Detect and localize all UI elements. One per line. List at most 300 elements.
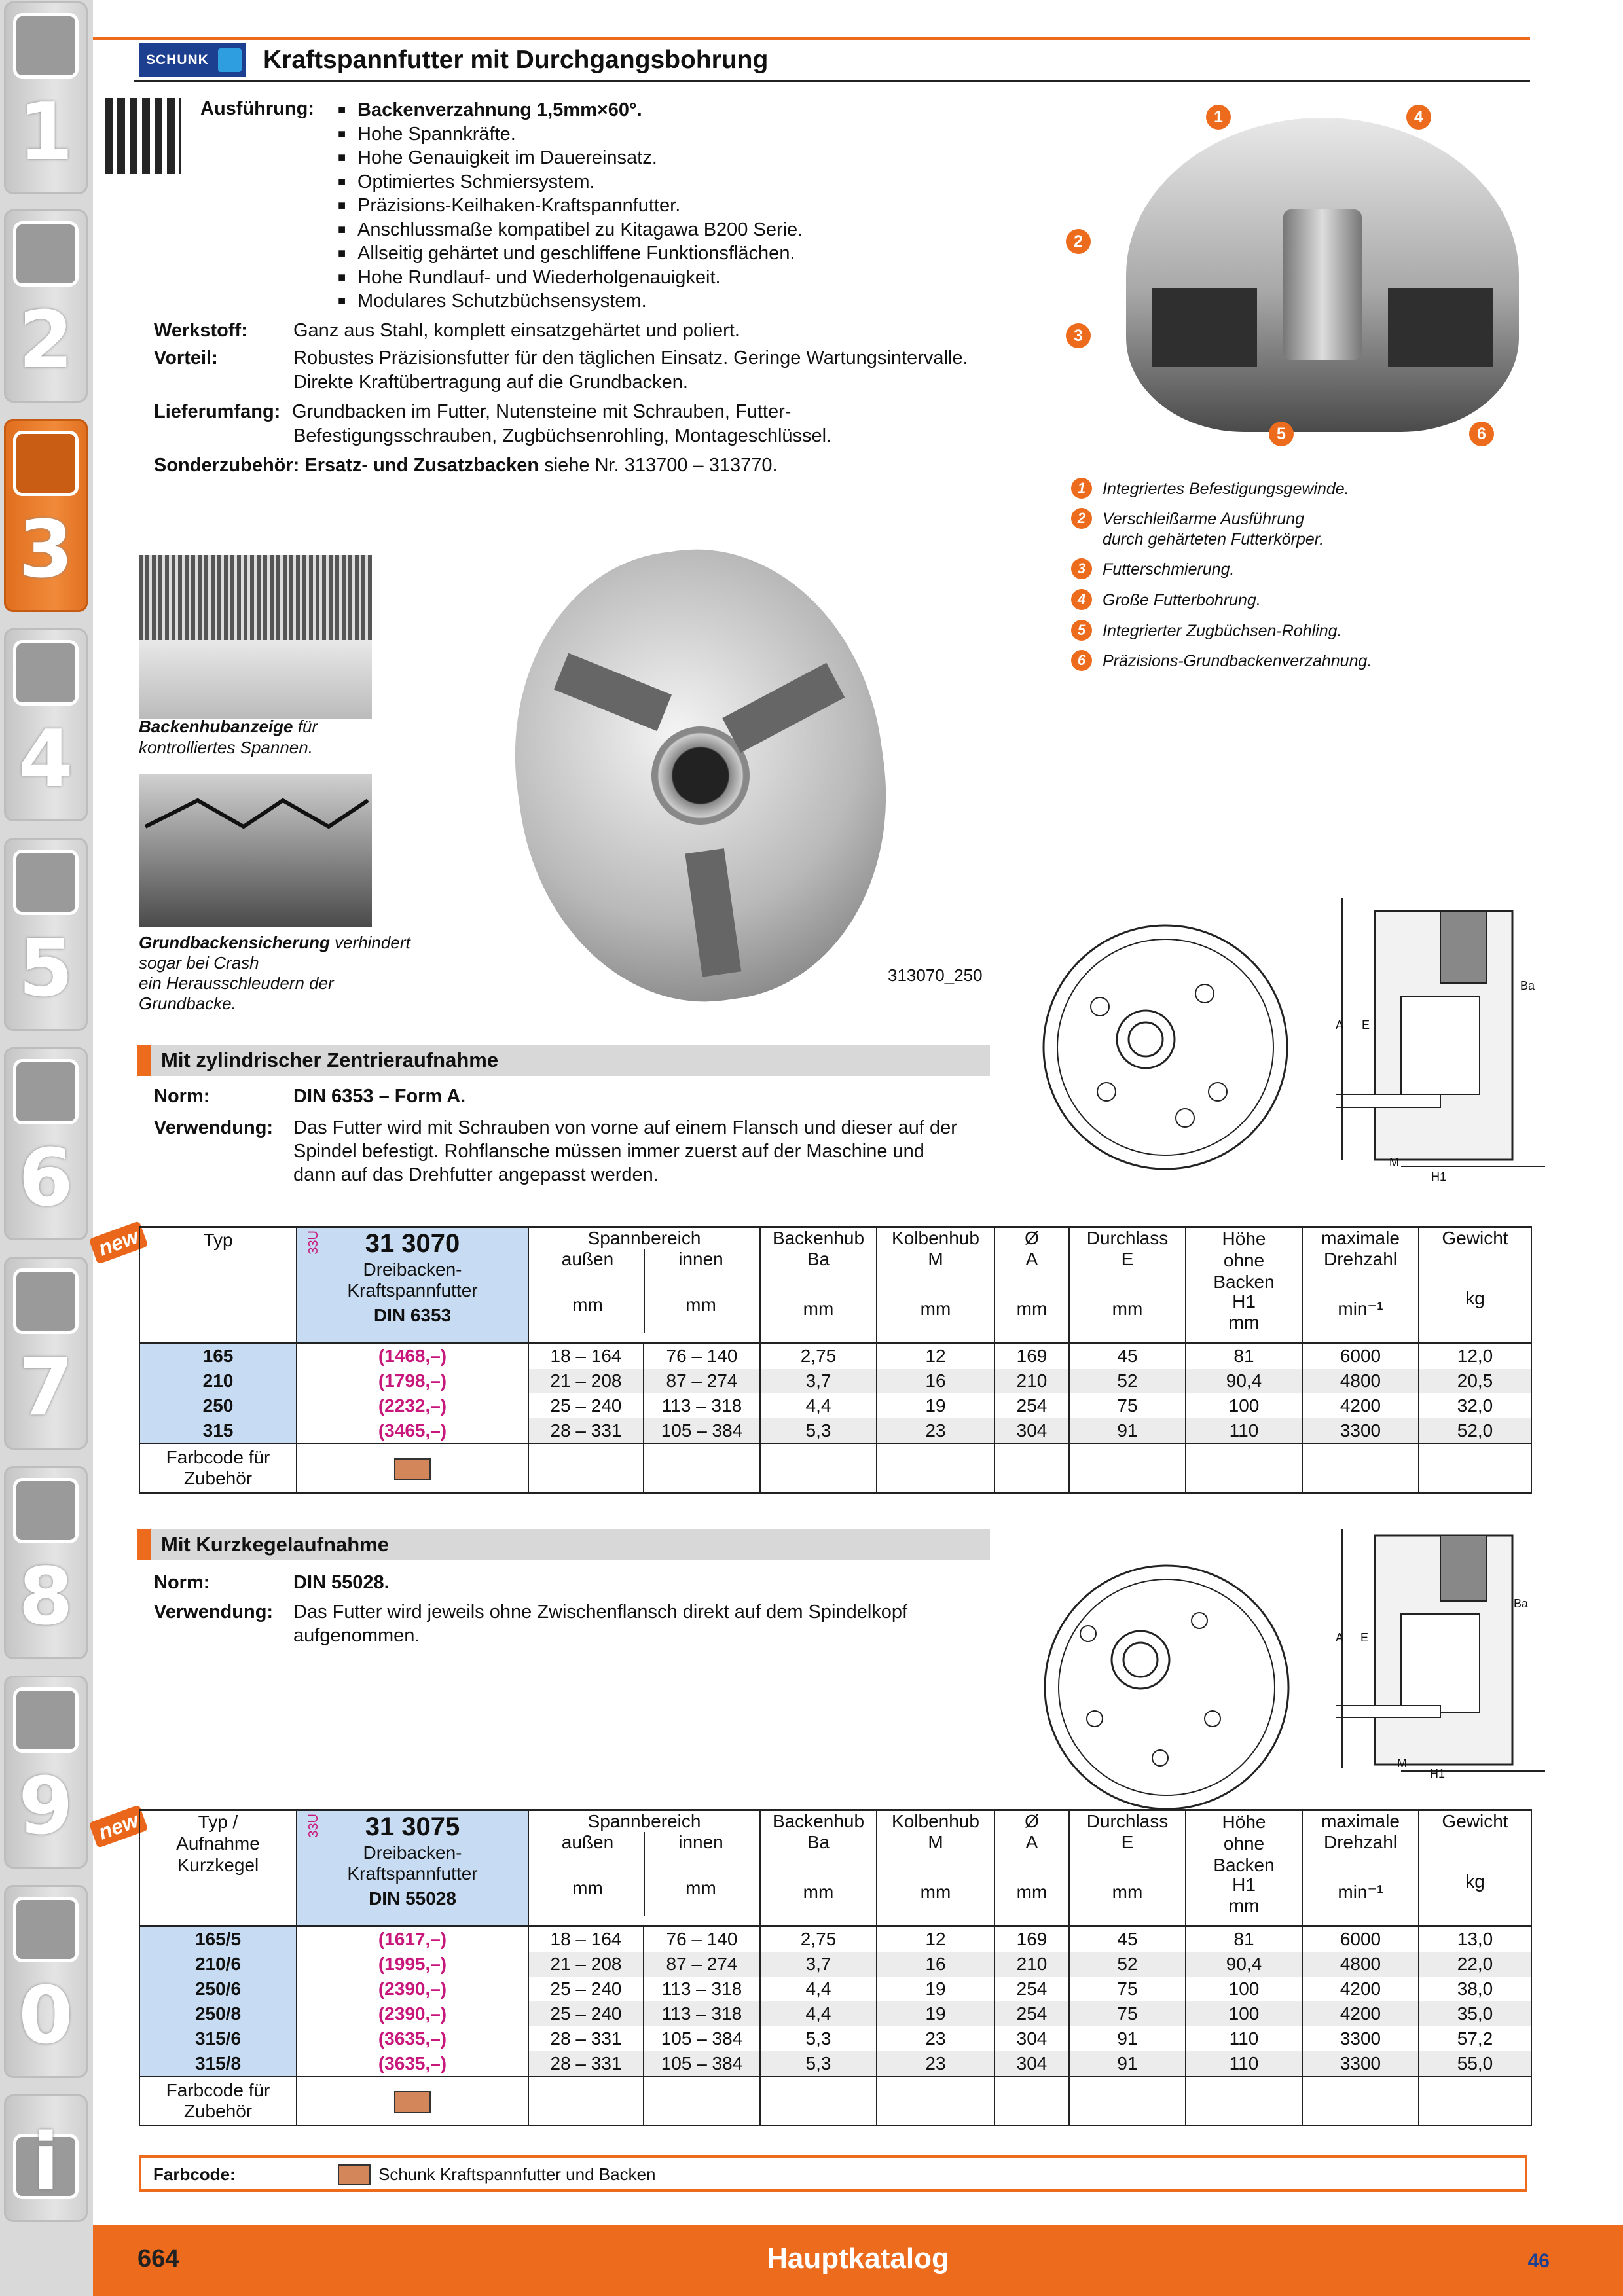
cabinet-icon bbox=[13, 1687, 79, 1753]
header-text: Ø bbox=[1025, 1228, 1039, 1248]
callout-1: 1 bbox=[1206, 105, 1231, 130]
chapter-number: 6 bbox=[18, 1133, 73, 1224]
article-desc-2: Kraftspannfutter bbox=[347, 1280, 478, 1300]
unit: mm bbox=[920, 1299, 951, 1319]
legend-text-2: durch gehärteten Futterkörper. bbox=[1103, 530, 1324, 548]
unit: min⁻¹ bbox=[1338, 1299, 1383, 1319]
table-cell: 90,4 bbox=[1186, 1952, 1302, 1977]
table-row bbox=[139, 2051, 1531, 2077]
wrench-icon bbox=[13, 1059, 79, 1124]
chapter-number: 9 bbox=[18, 1761, 73, 1852]
legend-text: Integriertes Befestigungsgewinde. bbox=[1103, 480, 1349, 498]
table-cell: 57,2 bbox=[1419, 2026, 1531, 2051]
header-text-2: ohne bbox=[1223, 1250, 1265, 1270]
qr-code-icon[interactable] bbox=[105, 98, 181, 174]
header-text-2: M bbox=[928, 1832, 943, 1852]
vorteil-label: Vorteil: bbox=[154, 348, 218, 368]
logo-text: SCHUNK bbox=[146, 52, 209, 67]
unit: mm bbox=[532, 1853, 645, 1916]
table-cell: 18 – 164 bbox=[528, 1343, 644, 1369]
table-cell: 52 bbox=[1069, 1952, 1186, 1977]
section-header-kurzkegel bbox=[137, 1529, 990, 1560]
cell-typ: 250 bbox=[139, 1393, 297, 1418]
chapter-number: 7 bbox=[18, 1342, 73, 1433]
jaw-cutaway bbox=[1388, 288, 1493, 367]
col-header-kolbenhub bbox=[877, 1810, 994, 1926]
toolbox-icon bbox=[13, 1478, 79, 1543]
front-view-drawing-2 bbox=[1036, 1562, 1298, 1814]
caption-text-2: kontrolliertes Spannen. bbox=[139, 738, 313, 757]
farbcode-legend bbox=[139, 2155, 1527, 2192]
page-number: 664 bbox=[137, 2245, 179, 2272]
norm-value: DIN 6353 – Form A. bbox=[293, 1086, 466, 1107]
table-row bbox=[139, 1926, 1531, 1952]
dim-label-e: E bbox=[1362, 1018, 1370, 1031]
legend-text: Große Futterbohrung. bbox=[1103, 591, 1261, 609]
cell-typ: 250/6 bbox=[139, 1977, 297, 2001]
side-view-drawing bbox=[1336, 898, 1552, 1186]
header-text: Typ / bbox=[198, 1812, 238, 1832]
col-header-kolbenhub bbox=[877, 1227, 994, 1343]
norm-label: Norm: bbox=[154, 1572, 210, 1593]
table-cell: 105 – 384 bbox=[644, 2026, 760, 2051]
catalog-name: Hauptkatalog bbox=[767, 2242, 949, 2274]
table-cell: 52 bbox=[1069, 1369, 1186, 1393]
section-header-zylindrisch bbox=[137, 1045, 990, 1076]
table-cell: 12 bbox=[877, 1343, 994, 1369]
table-row bbox=[139, 2026, 1531, 2051]
verwendung-label: Verwendung: bbox=[154, 1602, 274, 1623]
header-text-4: H1 bbox=[1232, 1291, 1256, 1312]
table-cell: 254 bbox=[994, 1977, 1069, 2001]
col-header-durchmesser bbox=[994, 1810, 1069, 1926]
dim-label-a: A bbox=[1336, 1018, 1344, 1031]
chapter-tab-8[interactable] bbox=[4, 1466, 88, 1659]
table-cell: 75 bbox=[1069, 2001, 1186, 2026]
article-desc-2: Kraftspannfutter bbox=[347, 1863, 478, 1884]
table-cell: 21 – 208 bbox=[528, 1952, 644, 1977]
cell-price: (2390,–) bbox=[297, 1977, 528, 2001]
vorteil-text-2: Direkte Kraftübertragung auf die Grundbacken. bbox=[293, 372, 688, 393]
table-cell: 304 bbox=[994, 2026, 1069, 2051]
list-item: ■ Hohe Spannkräfte. bbox=[338, 122, 803, 147]
page-footer bbox=[93, 2225, 1623, 2296]
header-accent-line bbox=[93, 37, 1530, 40]
table-cell: 169 bbox=[994, 1926, 1069, 1952]
table-cell: 113 – 318 bbox=[644, 1977, 760, 2001]
header-text-2: Drehzahl bbox=[1323, 1249, 1398, 1269]
section-title: Mit Kurzkegelaufnahme bbox=[161, 1533, 389, 1556]
header-text-3: Kurzkegel bbox=[177, 1855, 259, 1875]
article-din: DIN 6353 bbox=[373, 1305, 452, 1325]
verwendung-text-3: dann auf das Drehfutter angepasst werden. bbox=[293, 1164, 659, 1185]
list-item: ■ Hohe Rundlauf- und Wiederholgenauigkeit. bbox=[338, 266, 803, 290]
product-table-313070 bbox=[139, 1226, 1532, 1494]
table-cell: 105 – 384 bbox=[644, 1418, 760, 1444]
farbcode-zubehoer-label bbox=[139, 1444, 297, 1493]
farbcode-zubehoer-label bbox=[139, 2077, 297, 2126]
product-table-313075 bbox=[139, 1809, 1532, 2126]
farbcode-swatch-cell bbox=[297, 1444, 528, 1493]
page-title: Kraftspannfutter mit Durchgangsbohrung bbox=[263, 46, 769, 74]
lieferumfang-text-2: Befestigungsschrauben, Zugbüchsenrohling, Montageschlüssel. bbox=[293, 425, 832, 446]
col-header-drehzahl bbox=[1302, 1227, 1419, 1343]
feature-list bbox=[338, 98, 803, 314]
table-cell: 3300 bbox=[1302, 1418, 1419, 1444]
col-header-gewicht bbox=[1419, 1227, 1531, 1343]
front-view-drawing bbox=[1034, 922, 1296, 1174]
color-swatch bbox=[394, 2091, 431, 2113]
cell-price: (1798,–) bbox=[297, 1369, 528, 1393]
list-item: ■ Modulares Schutzbüchsensystem. bbox=[338, 289, 803, 314]
jaw bbox=[554, 653, 672, 731]
header-text: Durchlass bbox=[1086, 1228, 1169, 1248]
table-cell: 6000 bbox=[1302, 1343, 1419, 1369]
color-swatch bbox=[394, 1458, 431, 1480]
table-cell: 55,0 bbox=[1419, 2051, 1531, 2077]
table-cell: 6000 bbox=[1302, 1926, 1419, 1952]
cell-price: (1995,–) bbox=[297, 1952, 528, 1977]
header-text-3: Backen bbox=[1213, 1272, 1275, 1292]
table-cell: 2,75 bbox=[760, 1926, 877, 1952]
table-cell: 210 bbox=[994, 1952, 1069, 1977]
label-text: Farbcode für bbox=[166, 1447, 270, 1467]
unit: mm bbox=[685, 1878, 716, 1898]
cell-typ: 165 bbox=[139, 1343, 297, 1369]
table-cell: 87 – 274 bbox=[644, 1952, 760, 1977]
table-cell: 23 bbox=[877, 1418, 994, 1444]
table-cell: 75 bbox=[1069, 1393, 1186, 1418]
header-text-4: H1 bbox=[1232, 1874, 1256, 1895]
table-cell: 45 bbox=[1069, 1343, 1186, 1369]
chuck-icon bbox=[13, 431, 79, 496]
table-cell: 81 bbox=[1186, 1926, 1302, 1952]
norm-value: DIN 55028. bbox=[293, 1572, 390, 1593]
header-text-2: Ba bbox=[807, 1832, 830, 1852]
table-cell: 2,75 bbox=[760, 1343, 877, 1369]
table-cell: 87 – 274 bbox=[644, 1369, 760, 1393]
lieferumfang-label: Lieferumfang: bbox=[154, 401, 281, 422]
table-cell: 20,5 bbox=[1419, 1369, 1531, 1393]
label-text-2: Zubehör bbox=[183, 1468, 253, 1488]
chapter-tab-0[interactable] bbox=[4, 1885, 88, 2078]
unit: kg bbox=[1465, 1871, 1485, 1892]
section-title: Mit zylindrischer Zentrieraufnahme bbox=[161, 1049, 499, 1071]
table-cell: 3300 bbox=[1302, 2051, 1419, 2077]
sonder-label: Sonderzubehör: Ersatz- und Zusatzbacken bbox=[154, 455, 539, 476]
cell-typ: 315 bbox=[139, 1418, 297, 1444]
header-text: Spannbereich bbox=[587, 1811, 701, 1831]
cell-typ: 210/6 bbox=[139, 1952, 297, 1977]
header-text-2: M bbox=[928, 1249, 943, 1269]
table-cell: 100 bbox=[1186, 1977, 1302, 2001]
chapter-strip bbox=[0, 0, 93, 2296]
header-text-2: A bbox=[1025, 1832, 1038, 1852]
table-cell: 32,0 bbox=[1419, 1393, 1531, 1418]
color-swatch bbox=[338, 2164, 371, 2185]
unit: mm bbox=[1112, 1882, 1143, 1902]
verwendung-text: Das Futter wird mit Schrauben von vorne auf einem Flansch und dieser auf der bbox=[293, 1117, 957, 1138]
cell-price: (3635,–) bbox=[297, 2026, 528, 2051]
legend-number: 3 bbox=[1071, 558, 1092, 579]
norm-label: Norm: bbox=[154, 1086, 210, 1107]
table-cell: 28 – 331 bbox=[528, 1418, 644, 1444]
chapter-number: 2 bbox=[18, 295, 73, 386]
col-header-backenhub bbox=[760, 1227, 877, 1343]
dim-label-m-2: M bbox=[1397, 1757, 1407, 1770]
callout-2: 2 bbox=[1066, 229, 1091, 254]
list-item: ■ Allseitig gehärtet und geschliffene Funktionsflächen. bbox=[338, 242, 803, 266]
table-cell: 25 – 240 bbox=[528, 1977, 644, 2001]
callout-3: 3 bbox=[1066, 323, 1091, 348]
ausfuehrung-label: Ausführung: bbox=[200, 98, 314, 119]
table-cell: 38,0 bbox=[1419, 1977, 1531, 2001]
cell-typ: 210 bbox=[139, 1369, 297, 1393]
col-header-hoehe bbox=[1186, 1810, 1302, 1926]
col-header-durchlass bbox=[1069, 1810, 1186, 1926]
cell-price: (2390,–) bbox=[297, 2001, 528, 2026]
table-row bbox=[139, 1343, 1531, 1369]
zigzag-graphic bbox=[139, 774, 372, 927]
table-cell: 91 bbox=[1069, 1418, 1186, 1444]
drill-icon bbox=[13, 13, 79, 79]
legend-text: Futterschmierung. bbox=[1103, 560, 1235, 579]
new-badge: new bbox=[88, 1804, 148, 1848]
farbcode-label: Farbcode: bbox=[153, 2164, 236, 2184]
table-cell: 254 bbox=[994, 2001, 1069, 2026]
table-cell: 100 bbox=[1186, 1393, 1302, 1418]
header-innen: innen bbox=[678, 1832, 723, 1852]
table-cell: 3300 bbox=[1302, 2026, 1419, 2051]
header-text: Typ bbox=[203, 1230, 233, 1250]
chapter-number: 0 bbox=[18, 1971, 73, 2062]
grund-caption bbox=[139, 933, 410, 1014]
legend-text: Verschleißarme Ausführung bbox=[1103, 510, 1305, 528]
chapter-tab-7[interactable] bbox=[4, 1257, 88, 1450]
table-body bbox=[139, 1926, 1531, 2077]
table-cell: 4,4 bbox=[760, 2001, 877, 2026]
table-cell: 28 – 331 bbox=[528, 2026, 644, 2051]
header-text-2: E bbox=[1121, 1832, 1134, 1852]
grundbackensicherung-image bbox=[139, 774, 372, 927]
list-item: ■ Präzisions-Keilhaken-Kraftspannfutter. bbox=[338, 194, 803, 218]
header-text-2: ohne bbox=[1223, 1833, 1265, 1854]
table-cell: 76 – 140 bbox=[644, 1343, 760, 1369]
verwendung-label: Verwendung: bbox=[154, 1117, 274, 1138]
callout-6: 6 bbox=[1469, 422, 1494, 446]
table-cell: 45 bbox=[1069, 1926, 1186, 1952]
pliers-icon bbox=[13, 1268, 79, 1334]
table-cell: 16 bbox=[877, 1952, 994, 1977]
header-text: Ø bbox=[1025, 1811, 1039, 1831]
table-row bbox=[139, 2001, 1531, 2026]
table-cell: 4200 bbox=[1302, 1393, 1419, 1418]
table-cell: 25 – 240 bbox=[528, 1393, 644, 1418]
cell-price: (1468,–) bbox=[297, 1343, 528, 1369]
article-din: DIN 55028 bbox=[369, 1888, 456, 1909]
chapter-number: 1 bbox=[18, 87, 73, 178]
table-cell: 23 bbox=[877, 2051, 994, 2077]
table-cell: 28 – 331 bbox=[528, 2051, 644, 2077]
legend-number: 2 bbox=[1071, 508, 1092, 529]
unit: mm bbox=[803, 1299, 834, 1319]
dim-label-h1: H1 bbox=[1431, 1170, 1447, 1183]
table-cell: 110 bbox=[1186, 1418, 1302, 1444]
chapter-tab-6[interactable] bbox=[4, 1047, 88, 1240]
cell-price: (3465,–) bbox=[297, 1418, 528, 1444]
table-row bbox=[139, 1952, 1531, 1977]
header-text: Gewicht bbox=[1442, 1228, 1508, 1248]
table-cell: 90,4 bbox=[1186, 1369, 1302, 1393]
callout-5: 5 bbox=[1269, 422, 1294, 446]
col-header-drehzahl bbox=[1302, 1810, 1419, 1926]
saw-icon bbox=[13, 850, 79, 915]
sonder-text: siehe Nr. 313700 – 313770. bbox=[544, 455, 778, 476]
jaw bbox=[722, 663, 845, 753]
table-cell: 81 bbox=[1186, 1343, 1302, 1369]
code-mark: 33U bbox=[306, 1230, 321, 1255]
table-cell: 304 bbox=[994, 1418, 1069, 1444]
vorteil-text: Robustes Präzisionsfutter für den täglichen Einsatz. Geringe Wartungsintervalle. bbox=[293, 348, 968, 368]
table-cell: 19 bbox=[877, 1393, 994, 1418]
unit: mm bbox=[685, 1295, 716, 1315]
article-desc: Dreibacken- bbox=[363, 1259, 462, 1280]
header-text: Gewicht bbox=[1442, 1811, 1508, 1831]
title-rule bbox=[134, 80, 1530, 82]
dim-label-ba: Ba bbox=[1520, 979, 1535, 992]
chapter-tab-9[interactable] bbox=[4, 1676, 88, 1869]
unit: mm bbox=[1016, 1299, 1048, 1319]
col-header-code bbox=[297, 1227, 528, 1343]
jaw bbox=[685, 848, 741, 977]
caption-text-2: sogar bei Crash bbox=[139, 953, 259, 973]
col-header-hoehe bbox=[1186, 1227, 1302, 1343]
col-header-durchlass bbox=[1069, 1227, 1186, 1343]
header-text: Kolbenhub bbox=[892, 1228, 979, 1248]
col-header-spannbereich bbox=[528, 1227, 760, 1343]
table-cell: 5,3 bbox=[760, 1418, 877, 1444]
table-cell: 110 bbox=[1186, 2026, 1302, 2051]
table-cell: 52,0 bbox=[1419, 1418, 1531, 1444]
legend-text: Präzisions-Grundbackenverzahnung. bbox=[1103, 652, 1372, 670]
chapter-tab-1[interactable] bbox=[4, 1, 88, 194]
table-row bbox=[139, 1977, 1531, 2001]
table-row bbox=[139, 1369, 1531, 1393]
header-text: Backenhub bbox=[772, 1811, 865, 1831]
table-cell: 19 bbox=[877, 1977, 994, 2001]
table-cell: 21 – 208 bbox=[528, 1369, 644, 1393]
chapter-number: 5 bbox=[18, 924, 73, 1014]
unit: mm bbox=[1016, 1882, 1048, 1902]
schunk-logo bbox=[139, 43, 246, 77]
table-cell: 3,7 bbox=[760, 1369, 877, 1393]
chapter-number: i bbox=[32, 2117, 60, 2208]
table-cell: 304 bbox=[994, 2051, 1069, 2077]
table-cell: 76 – 140 bbox=[644, 1926, 760, 1952]
legend-number: 4 bbox=[1071, 589, 1092, 610]
safety-glasses-icon bbox=[13, 1897, 79, 1962]
table-cell: 16 bbox=[877, 1369, 994, 1393]
werkstoff-text: Ganz aus Stahl, komplett einsatzgehärtet und poliert. bbox=[293, 320, 740, 341]
header-text: Spannbereich bbox=[587, 1228, 701, 1248]
cell-typ: 165/5 bbox=[139, 1926, 297, 1952]
header-aussen: außen bbox=[532, 1249, 645, 1270]
farbcode-text: Schunk Kraftspannfutter und Backen bbox=[378, 2164, 656, 2184]
list-item: ■ Hohe Genauigkeit im Dauereinsatz. bbox=[338, 146, 803, 170]
chapter-tab-info[interactable] bbox=[4, 2094, 88, 2222]
caliper-icon bbox=[13, 640, 79, 706]
header-text: Kolbenhub bbox=[892, 1811, 979, 1831]
cell-typ: 315/6 bbox=[139, 2026, 297, 2051]
table-cell: 210 bbox=[994, 1369, 1069, 1393]
header-text-2: E bbox=[1121, 1249, 1134, 1269]
header-text: Höhe bbox=[1222, 1812, 1266, 1832]
article-code: 31 3070 bbox=[365, 1229, 460, 1258]
footer-code: 46 bbox=[1527, 2250, 1550, 2272]
label-text: Farbcode für bbox=[166, 2080, 270, 2100]
table-cell: 5,3 bbox=[760, 2026, 877, 2051]
table-cell: 4200 bbox=[1302, 1977, 1419, 2001]
backenhub-image bbox=[139, 555, 372, 719]
chapter-tab-3[interactable] bbox=[4, 419, 88, 612]
header-aussen: außen bbox=[532, 1832, 645, 1853]
header-text-3: Backen bbox=[1213, 1855, 1275, 1875]
caption-bold: Backenhubanzeige bbox=[139, 717, 293, 736]
table-cell: 105 – 384 bbox=[644, 2051, 760, 2077]
header-text: maximale bbox=[1321, 1228, 1400, 1248]
insert-icon bbox=[13, 221, 79, 287]
table-cell: 113 – 318 bbox=[644, 1393, 760, 1418]
table-cell: 4200 bbox=[1302, 2001, 1419, 2026]
table-cell: 13,0 bbox=[1419, 1926, 1531, 1952]
chapter-tab-5[interactable] bbox=[4, 838, 88, 1031]
header-text-2: A bbox=[1025, 1249, 1038, 1269]
cell-typ: 250/8 bbox=[139, 2001, 297, 2026]
chapter-number: 4 bbox=[18, 714, 73, 805]
table-cell: 254 bbox=[994, 1393, 1069, 1418]
caption-bold: Grundbackensicherung bbox=[139, 933, 330, 952]
table-cell: 23 bbox=[877, 2026, 994, 2051]
table-cell: 4,4 bbox=[760, 1393, 877, 1418]
legend-number: 5 bbox=[1071, 620, 1092, 641]
chuck-cutaway-image bbox=[1126, 118, 1519, 432]
bore-shape bbox=[1283, 209, 1362, 360]
col-header-backenhub bbox=[760, 1810, 877, 1926]
list-item: ■ Anschlussmaße kompatibel zu Kitagawa B200 Serie. bbox=[338, 218, 803, 242]
logo-mark-icon bbox=[218, 48, 242, 72]
chapter-tab-2[interactable] bbox=[4, 209, 88, 403]
callout-4: 4 bbox=[1406, 105, 1431, 130]
backenhub-caption bbox=[139, 716, 318, 758]
photo-base bbox=[139, 640, 372, 719]
table-cell: 3,7 bbox=[760, 1952, 877, 1977]
werkstoff-label: Werkstoff: bbox=[154, 320, 247, 341]
table-cell: 12 bbox=[877, 1926, 994, 1952]
table-cell: 100 bbox=[1186, 2001, 1302, 2026]
chapter-tab-4[interactable] bbox=[4, 628, 88, 821]
table-cell: 91 bbox=[1069, 2026, 1186, 2051]
unit: mm bbox=[1112, 1299, 1143, 1319]
legend-number: 1 bbox=[1071, 478, 1092, 499]
cell-typ: 315/8 bbox=[139, 2051, 297, 2077]
lieferumfang-text: Grundbacken im Futter, Nutensteine mit Schrauben, Futter- bbox=[292, 401, 792, 422]
chapter-number: 8 bbox=[18, 1552, 73, 1643]
farbcode-swatch-cell bbox=[297, 2077, 528, 2126]
photo-id: 313070_250 bbox=[888, 965, 983, 985]
header-text: Backenhub bbox=[772, 1228, 865, 1248]
label-text-2: Zubehör bbox=[183, 2101, 253, 2121]
table-row bbox=[139, 1393, 1531, 1418]
